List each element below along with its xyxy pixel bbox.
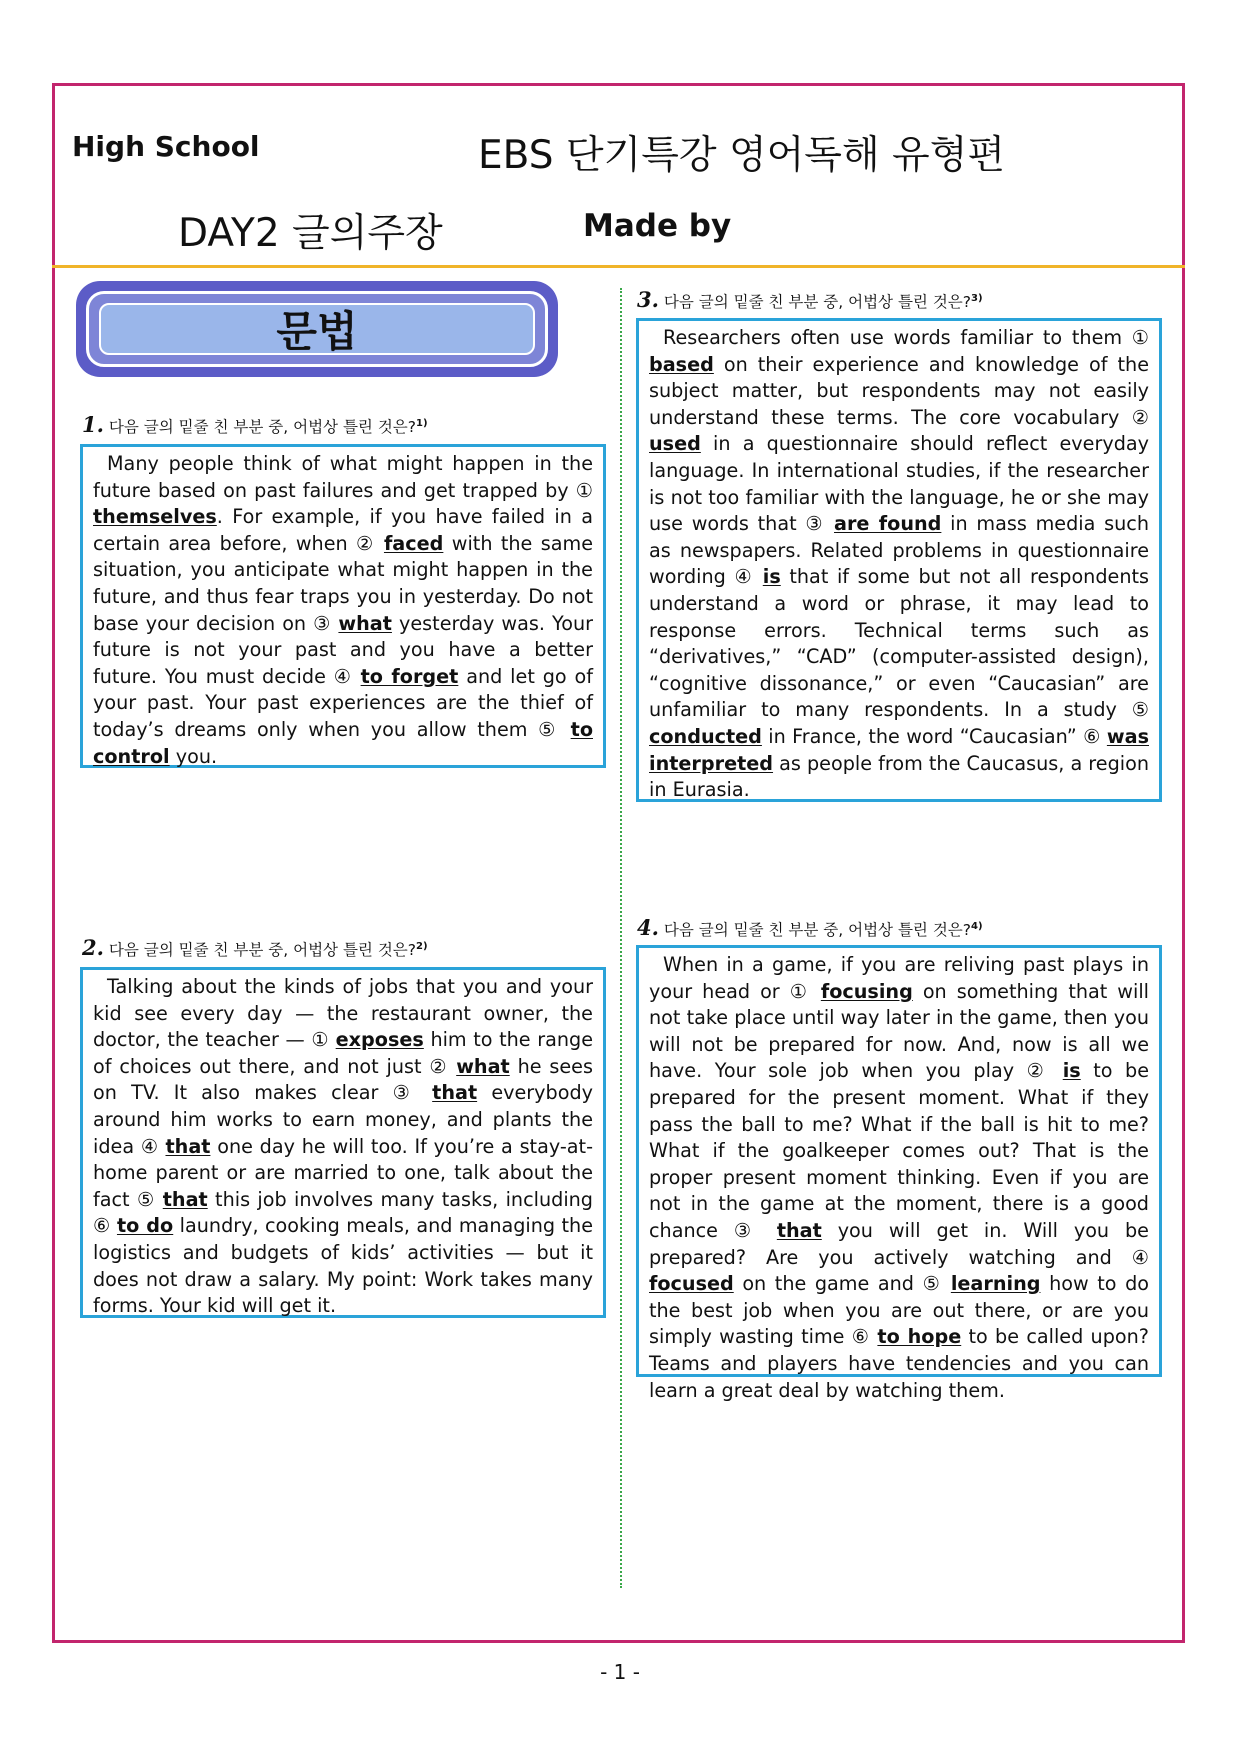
question-prompt: 다음 글의 밑줄 친 부분 중, 어법상 틀린 것은? (108, 418, 416, 436)
underlined-choice: used (649, 432, 701, 456)
passage-text: as people from the Caucasus, a region in Eurasia. (649, 751, 1149, 802)
question-number: 1. (82, 412, 104, 437)
underlined-choice: to hope (877, 1325, 962, 1349)
footnote-marker: 3) (971, 292, 983, 304)
underlined-choice: focusing (820, 979, 913, 1003)
question-3-heading (637, 287, 983, 312)
underlined-choice: themselves (93, 505, 217, 529)
passage-text: When in a game, if you are reliving past plays in your head or ① (649, 953, 1149, 1003)
passage-text: how to do the best job when you are out there, or are you simply wasting time ⑥ (649, 1272, 1150, 1349)
passage-text: that if some but not all respondents understand a word or phrase, it may lead to response errors. Technical terms such as “derivatives,” “CAD” (computer-assisted design), “cognitive dissonance,” or even “Caucasian” are unfamiliar to many respondents. In a study ⑤ (649, 565, 1150, 722)
question-3-passage (636, 318, 1162, 802)
question-2-passage (80, 967, 606, 1318)
question-prompt: 다음 글의 밑줄 친 부분 중, 어법상 틀린 것은? (663, 293, 971, 311)
question-number: 2. (82, 935, 104, 960)
passage-text: laundry, cooking meals, and managing the logistics and budgets of kids’ activities — but it does not draw a salary. My point: Work takes many forms. Your kid will get it. (93, 1214, 593, 1318)
passage-text: everybody around him works to earn money, and plants the idea ④ (93, 1081, 593, 1158)
school-level: High School (72, 130, 260, 163)
passage-text: in a questionnaire should reflect everyday language. In international studies, if the researcher is not too familiar with the language, he or she may use words that ③ (649, 432, 1149, 536)
made-by-label: Made by (583, 208, 732, 244)
footnote-marker: 2) (416, 940, 428, 952)
underlined-choice: to forget (360, 664, 459, 688)
question-2-heading (82, 935, 428, 960)
passage-text: to be called upon? Teams and players have tendencies and you can learn a great deal by watching them. (649, 1325, 1149, 1402)
passage-text: on the game and ⑤ (733, 1272, 951, 1296)
worksheet-title: EBS 단기특강 영어독해 유형편 (478, 133, 1006, 178)
section-title: 문법 (276, 307, 358, 356)
question-prompt: 다음 글의 밑줄 친 부분 중, 어법상 틀린 것은? (108, 941, 416, 959)
question-1-heading (82, 412, 428, 437)
passage-text: you. (169, 744, 218, 768)
passage-text: this job involves many tasks, including ⑥ (93, 1187, 593, 1238)
passage-text: him to the range of choices out there, and not just ② (93, 1028, 593, 1078)
passage-text: . For example, if you have failed in a certain area before, when ② (93, 505, 593, 555)
underlined-choice: based (649, 352, 714, 376)
underlined-choice: was interpreted (649, 724, 1149, 775)
page-number: - 1 - (600, 1660, 640, 1684)
passage-text: to be prepared for the present moment. What if they pass the ball to me? What if the ball is hit to me? What if the goalkeeper comes out? That is the proper present moment thinking. Even if you are not in the game at the moment, there is a good chance ③ (649, 1059, 1149, 1242)
question-4-passage (636, 945, 1162, 1402)
footnote-marker: 4) (971, 920, 983, 932)
footnote-marker: 1) (416, 417, 428, 429)
section-badge (76, 281, 558, 377)
underlined-choice: faced (383, 531, 444, 555)
underlined-choice: that (432, 1081, 478, 1105)
passage-text: in France, the word “Caucasian” ⑥ (761, 724, 1107, 748)
underlined-choice: learning (950, 1272, 1041, 1296)
question-prompt: 다음 글의 밑줄 친 부분 중, 어법상 틀린 것은? (663, 921, 971, 939)
passage-text: one day he will too. If you’re a stay-at-home parent or are married to one, talk about the fact ⑤ (93, 1134, 593, 1211)
passage-text: he sees on TV. It also makes clear ③ (93, 1054, 593, 1105)
passage-text: Talking about the kinds of jobs that you and your kid see every day — the restaurant owner, the doctor, the teacher — ① (93, 975, 593, 1052)
underlined-choice: what (456, 1054, 510, 1078)
underlined-choice: conducted (649, 724, 762, 748)
header-divider (52, 265, 1185, 268)
underlined-choice: are found (834, 512, 942, 536)
underlined-choice: to control (93, 717, 593, 768)
question-4-heading (637, 915, 983, 940)
question-1-passage (80, 444, 606, 768)
underlined-choice: focused (649, 1272, 734, 1296)
passage-text: you will get in. Will you be prepared? Are you actively watching and ④ (649, 1218, 1149, 1269)
passage-text: yesterday was. Your future is not your past and you have a better future. You must decide ④ (93, 611, 593, 688)
underlined-choice: to do (116, 1214, 174, 1238)
underlined-choice: is (1062, 1059, 1081, 1083)
underlined-choice: is (762, 565, 781, 589)
passage-text: on something that will not take place until way later in the game, then you will not be prepared for now. And, now is all we have. Your sole job when you play ② (649, 979, 1149, 1083)
underlined-choice: that (165, 1134, 211, 1158)
day-topic: DAY2 글의주장 (178, 211, 443, 256)
passage-text: with the same situation, you anticipate what might happen in the future, and thus fear traps you in yesterday. Do not base your decision on ③ (93, 531, 594, 635)
passage-text: and let go of your past. Your past experiences are the thief of today’s dreams only when you allow them ⑤ (93, 664, 594, 741)
passage-text: in mass media such as newspapers. Related problems in questionnaire wording ④ (649, 512, 1149, 589)
column-divider (620, 288, 622, 1588)
underlined-choice: that (776, 1218, 822, 1242)
question-number: 3. (637, 287, 659, 312)
passage-text: on their experience and knowledge of the subject matter, but respondents may not easily understand these terms. The core vocabulary ② (649, 352, 1149, 429)
passage-text: Many people think of what might happen in the future based on past failures and get trapped by ① (93, 452, 593, 502)
passage-text: Researchers often use words familiar to them ① (663, 326, 1149, 349)
underlined-choice: what (338, 611, 392, 635)
underlined-choice: exposes (335, 1028, 424, 1052)
underlined-choice: that (162, 1187, 208, 1211)
question-number: 4. (637, 915, 659, 940)
